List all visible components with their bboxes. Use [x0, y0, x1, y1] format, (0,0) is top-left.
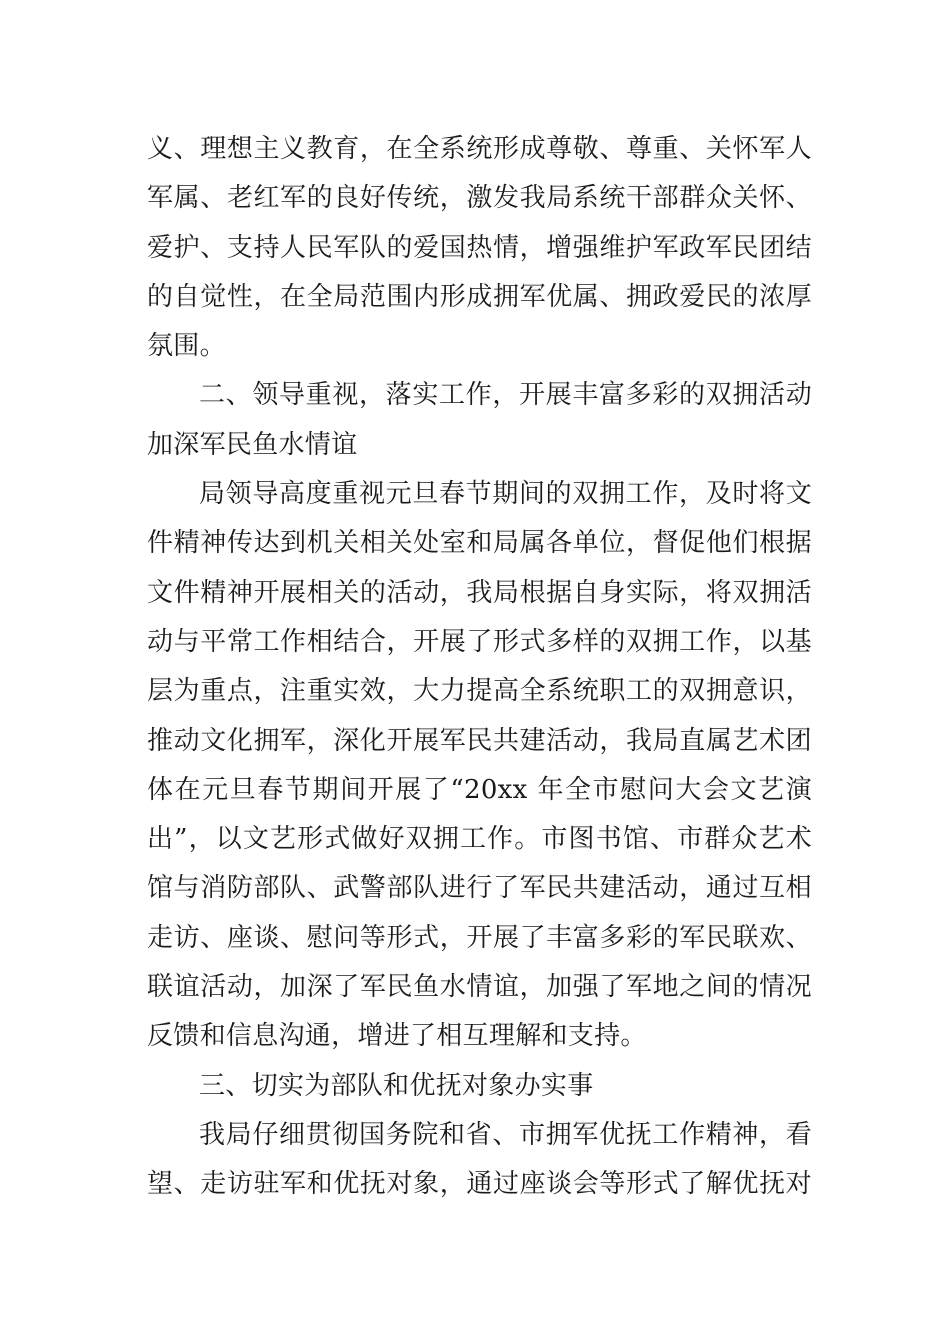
- text-line: 出”，以文艺形式做好双拥工作。市图书馆、市群众艺术: [147, 824, 812, 855]
- text-line: 军属、老红军的良好传统，激发我局系统干部群众关怀、: [147, 183, 812, 214]
- text-line: 爱护、支持人民军队的爱国热情，增强维护军政军民团结: [147, 232, 812, 263]
- paragraph-first-line: 我局仔细贯彻国务院和省、市拥军优抚工作精神，看: [199, 1119, 812, 1150]
- text-line: 体在元旦春节期间开展了“20xx 年全市慰问大会文艺演: [147, 774, 812, 805]
- text-line: 反馈和信息沟通，增进了相互理解和支持。: [147, 1021, 647, 1052]
- paragraph-first-line: 局领导高度重视元旦春节期间的双拥工作，及时将文: [199, 479, 812, 510]
- text-line: 加深军民鱼水情谊: [147, 429, 358, 460]
- text-line: 义、理想主义教育，在全系统形成尊敬、尊重、关怀军人: [147, 134, 812, 164]
- paragraph-first-line: 二、领导重视，落实工作，开展丰富多彩的双拥活动: [199, 380, 812, 411]
- text-line: 走访、座谈、慰问等形式，开展了丰富多彩的军民联欢、: [147, 922, 812, 953]
- text-line: 件精神传达到机关相关处室和局属各单位，督促他们根据: [147, 528, 812, 559]
- text-line: 文件精神开展相关的活动，我局根据自身实际，将双拥活: [147, 577, 812, 608]
- text-line: 动与平常工作相结合，开展了形式多样的双拥工作，以基: [147, 626, 812, 657]
- text-line: 的自觉性，在全局范围内形成拥军优属、拥政爱民的浓厚: [147, 281, 812, 312]
- text-line: 望、走访驻军和优抚对象，通过座谈会等形式了解优抚对: [147, 1169, 812, 1200]
- text-line: 氛围。: [147, 331, 226, 362]
- text-line: 联谊活动，加深了军民鱼水情谊，加强了军地之间的情况: [147, 972, 812, 1003]
- text-line: 推动文化拥军，深化开展军民共建活动，我局直属艺术团: [147, 725, 812, 756]
- text-line: 馆与消防部队、武警部队进行了军民共建活动，通过互相: [147, 873, 812, 904]
- text-line: 层为重点，注重实效，大力提高全系统职工的双拥意识，: [147, 676, 812, 707]
- paragraph-first-line: 三、切实为部队和优抚对象办实事: [199, 1070, 594, 1101]
- body-text: [147, 125, 812, 1210]
